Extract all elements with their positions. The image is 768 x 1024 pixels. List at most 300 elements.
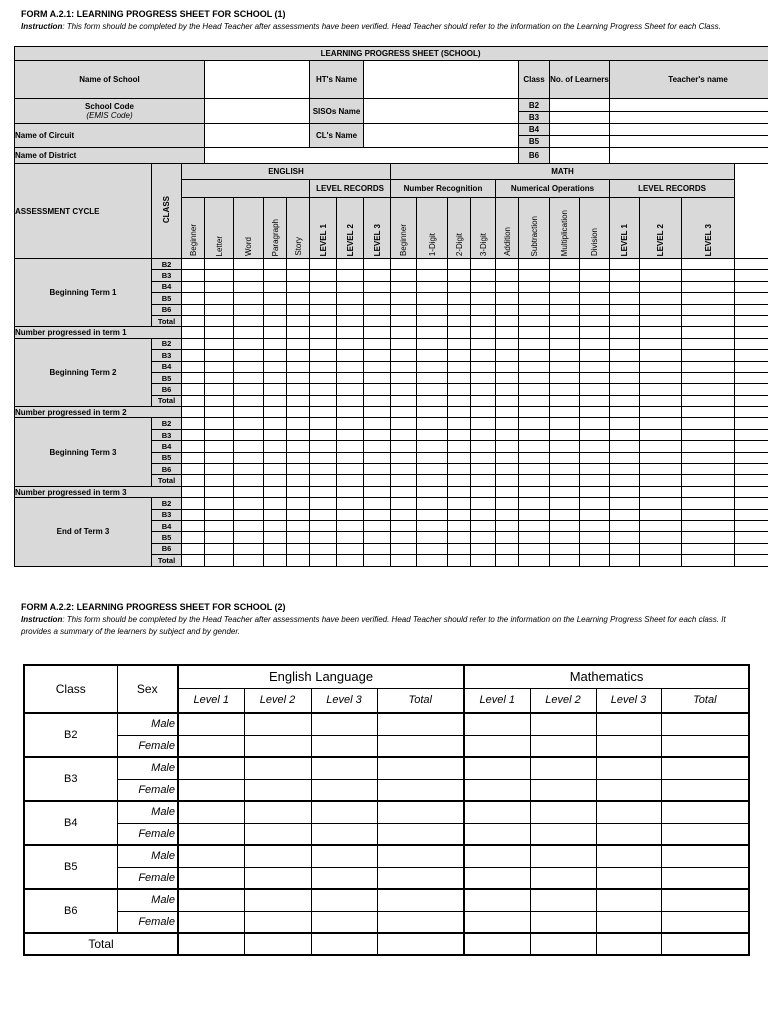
data-cell <box>519 338 550 349</box>
data-cell <box>550 509 580 520</box>
data-cell <box>264 281 287 292</box>
numerical-operations-header: Numerical Operations <box>496 180 610 198</box>
data-cell <box>182 293 205 304</box>
data-cell <box>182 270 205 281</box>
data-cell <box>496 293 519 304</box>
data-cell <box>337 429 364 440</box>
data-cell <box>661 911 749 933</box>
data-cell <box>310 475 337 486</box>
data-cell <box>178 823 244 845</box>
data-cell <box>735 520 768 531</box>
name-of-district-label: Name of District <box>15 148 205 164</box>
form2-instruction: Instruction: This form should be completed by the Head Teacher after assessments have been verified. Head Teacher should refer to the information on the Learning Progress Sheet for each class. It provides a summary of the learners by subject and by gender. <box>21 615 726 636</box>
data-cell <box>182 486 205 497</box>
data-cell <box>364 509 391 520</box>
data-cell <box>178 867 244 889</box>
data-cell <box>682 464 735 475</box>
data-cell <box>610 372 640 383</box>
data-cell <box>580 532 610 543</box>
school-code-label <box>15 99 205 124</box>
form1-instruction: Instruction: This form should be completed by the Head Teacher after assessments have been verified. Head Teacher should refer to the information on the Learning Progress Sheet for each Class. <box>21 22 721 31</box>
data-cell <box>610 429 640 440</box>
data-cell <box>264 475 287 486</box>
data-cell <box>391 338 417 349</box>
data-cell <box>580 270 610 281</box>
data-cell <box>640 464 682 475</box>
class-B2: B2 <box>24 713 117 757</box>
sheet-title: LEARNING PROGRESS SHEET (SCHOOL) <box>15 47 768 61</box>
data-cell <box>205 407 234 418</box>
data-cell <box>640 486 682 497</box>
data-cell <box>234 372 264 383</box>
data-cell <box>550 281 580 292</box>
data-cell <box>448 441 471 452</box>
data-cell <box>496 464 519 475</box>
data-cell <box>377 867 464 889</box>
data-cell <box>182 350 205 361</box>
data-cell <box>682 270 735 281</box>
data-cell <box>287 384 310 395</box>
data-cell <box>580 429 610 440</box>
data-cell <box>682 498 735 509</box>
data-cell <box>205 395 234 406</box>
data-cell <box>496 418 519 429</box>
data-cell <box>610 452 640 463</box>
female-label: Female <box>117 911 178 933</box>
data-cell <box>364 418 391 429</box>
english-level-col-0-text: LEVEL 1 <box>318 223 328 256</box>
data-cell <box>287 543 310 554</box>
english-level-col-2-text: LEVEL 3 <box>372 223 382 256</box>
data-cell <box>519 429 550 440</box>
data-cell <box>640 498 682 509</box>
data-cell <box>205 543 234 554</box>
data-cell <box>610 350 640 361</box>
class-B3: B3 <box>24 757 117 801</box>
data-cell <box>519 543 550 554</box>
data-cell <box>640 543 682 554</box>
data-cell <box>640 395 682 406</box>
data-cell <box>264 543 287 554</box>
data-cell <box>596 867 661 889</box>
data-cell <box>391 532 417 543</box>
data-cell <box>287 441 310 452</box>
data-cell <box>364 475 391 486</box>
data-cell <box>610 475 640 486</box>
data-cell <box>735 315 768 326</box>
data-cell <box>550 338 580 349</box>
data-cell <box>205 464 234 475</box>
data-cell <box>550 452 580 463</box>
data-cell <box>205 270 234 281</box>
data-cell <box>530 933 596 955</box>
data-cell <box>234 293 264 304</box>
data-cell <box>471 293 496 304</box>
data-cell <box>496 315 519 326</box>
data-cell <box>682 418 735 429</box>
cls-name-label: CL's Name <box>310 124 364 148</box>
data-cell <box>364 543 391 554</box>
data-cell <box>182 395 205 406</box>
data-cell <box>448 555 471 566</box>
data-cell <box>337 509 364 520</box>
data-cell <box>287 429 310 440</box>
data-cell <box>310 429 337 440</box>
data-cell <box>337 532 364 543</box>
data-cell <box>550 418 580 429</box>
data-cell <box>610 259 640 270</box>
data-cell <box>205 418 234 429</box>
data-cell <box>580 327 610 338</box>
math-recog-col-2-text: 2-Digit <box>454 232 464 256</box>
data-cell <box>596 779 661 801</box>
name-of-school-value <box>205 61 310 99</box>
data-cell <box>610 498 640 509</box>
data-cell <box>596 845 661 867</box>
data-cell <box>310 259 337 270</box>
data-cell <box>682 327 735 338</box>
data-cell <box>550 304 580 315</box>
data-cell <box>311 779 377 801</box>
term-row-class: B5 <box>152 532 182 543</box>
data-cell <box>364 486 391 497</box>
data-cell <box>182 441 205 452</box>
data-cell <box>287 293 310 304</box>
data-cell <box>682 486 735 497</box>
english-level-1-header: Level 2 <box>244 688 311 713</box>
no-of-learners-value <box>550 112 610 124</box>
term-row-class: Total <box>152 315 182 326</box>
math-header: MATH <box>391 164 735 180</box>
data-cell <box>519 464 550 475</box>
data-cell <box>550 270 580 281</box>
data-cell <box>391 270 417 281</box>
math-ops-col-3-text: Division <box>590 227 599 256</box>
data-cell <box>496 532 519 543</box>
data-cell <box>234 407 264 418</box>
data-cell <box>448 304 471 315</box>
data-cell <box>610 384 640 395</box>
data-cell <box>264 304 287 315</box>
data-cell <box>417 509 448 520</box>
data-cell <box>310 384 337 395</box>
data-cell <box>264 315 287 326</box>
data-cell <box>364 259 391 270</box>
data-cell <box>417 486 448 497</box>
english-level-records-header: LEVEL RECORDS <box>310 180 391 198</box>
data-cell <box>610 270 640 281</box>
data-cell <box>519 350 550 361</box>
data-cell <box>234 338 264 349</box>
data-cell <box>735 452 768 463</box>
class-label: Class <box>519 61 550 99</box>
cls-name-value <box>364 124 519 148</box>
data-cell <box>205 509 234 520</box>
math-ops-col-3 <box>580 198 610 259</box>
data-cell <box>448 372 471 383</box>
data-cell <box>519 452 550 463</box>
english-col-1 <box>205 198 234 259</box>
data-cell <box>530 713 596 735</box>
math-recog-col-2 <box>448 198 471 259</box>
term-label-1: Beginning Term 1 <box>15 259 152 327</box>
data-cell <box>264 418 287 429</box>
data-cell <box>471 555 496 566</box>
data-cell <box>337 304 364 315</box>
data-cell <box>735 543 768 554</box>
emis-code-text: (EMIS Code) <box>86 111 133 120</box>
data-cell <box>391 327 417 338</box>
data-cell <box>234 498 264 509</box>
data-cell <box>244 735 311 757</box>
term-row-class: B3 <box>152 509 182 520</box>
no-of-learners-value <box>550 136 610 148</box>
data-cell <box>364 361 391 372</box>
term-row-class: B5 <box>152 452 182 463</box>
data-cell <box>287 350 310 361</box>
data-cell <box>471 395 496 406</box>
data-cell <box>550 407 580 418</box>
data-cell <box>417 304 448 315</box>
data-cell <box>377 933 464 955</box>
data-cell <box>377 757 464 779</box>
english-col-0-text: Beginner <box>188 223 198 256</box>
data-cell <box>178 889 244 911</box>
data-cell <box>182 407 205 418</box>
data-cell <box>448 509 471 520</box>
term-row-class: Total <box>152 475 182 486</box>
data-cell <box>264 384 287 395</box>
data-cell <box>735 475 768 486</box>
data-cell <box>661 757 749 779</box>
data-cell <box>391 452 417 463</box>
data-cell <box>417 441 448 452</box>
term-row-class: B4 <box>152 520 182 531</box>
school-code-text: School Code <box>85 102 134 111</box>
data-cell <box>471 327 496 338</box>
data-cell <box>417 555 448 566</box>
data-cell <box>519 532 550 543</box>
data-cell <box>464 757 530 779</box>
data-cell <box>310 498 337 509</box>
data-cell <box>471 486 496 497</box>
number-recognition-header: Number Recognition <box>391 180 496 198</box>
learning-summary-table <box>23 664 750 956</box>
math-level-2-header: Level 3 <box>596 688 661 713</box>
data-cell <box>178 713 244 735</box>
data-cell <box>264 464 287 475</box>
data-cell <box>287 509 310 520</box>
data-cell <box>580 486 610 497</box>
data-cell <box>182 452 205 463</box>
male-label: Male <box>117 801 178 823</box>
english-level-3-header: Total <box>377 688 464 713</box>
data-cell <box>640 555 682 566</box>
data-cell <box>640 407 682 418</box>
data-cell <box>448 315 471 326</box>
data-cell <box>661 845 749 867</box>
data-cell <box>337 259 364 270</box>
data-cell <box>464 823 530 845</box>
data-cell <box>519 315 550 326</box>
data-cell <box>496 259 519 270</box>
data-cell <box>580 361 610 372</box>
data-cell <box>496 429 519 440</box>
data-cell <box>234 520 264 531</box>
teachers-name-value <box>610 112 768 124</box>
data-cell <box>471 418 496 429</box>
data-cell <box>234 315 264 326</box>
data-cell <box>234 486 264 497</box>
math-recog-col-3 <box>471 198 496 259</box>
data-cell <box>391 464 417 475</box>
data-cell <box>464 933 530 955</box>
data-cell <box>182 532 205 543</box>
data-cell <box>364 293 391 304</box>
term-row-class: B3 <box>152 270 182 281</box>
data-cell <box>448 464 471 475</box>
data-cell <box>580 475 610 486</box>
data-cell <box>337 555 364 566</box>
data-cell <box>682 407 735 418</box>
data-cell <box>264 338 287 349</box>
data-cell <box>391 475 417 486</box>
data-cell <box>178 911 244 933</box>
data-cell <box>337 350 364 361</box>
data-cell <box>682 281 735 292</box>
data-cell <box>464 713 530 735</box>
data-cell <box>471 475 496 486</box>
data-cell <box>377 735 464 757</box>
data-cell <box>310 486 337 497</box>
data-cell <box>310 293 337 304</box>
data-cell <box>550 441 580 452</box>
data-cell <box>550 464 580 475</box>
term-row-class: B2 <box>152 418 182 429</box>
data-cell <box>448 520 471 531</box>
data-cell <box>530 735 596 757</box>
data-cell <box>580 509 610 520</box>
data-cell <box>377 713 464 735</box>
term-row-class: B2 <box>152 338 182 349</box>
data-cell <box>496 281 519 292</box>
data-cell <box>464 889 530 911</box>
data-cell <box>264 555 287 566</box>
data-cell <box>496 486 519 497</box>
data-cell <box>417 327 448 338</box>
data-cell <box>182 464 205 475</box>
data-cell <box>417 350 448 361</box>
data-cell <box>610 555 640 566</box>
data-cell <box>610 338 640 349</box>
data-cell <box>391 509 417 520</box>
data-cell <box>417 475 448 486</box>
male-label: Male <box>117 845 178 867</box>
data-cell <box>550 520 580 531</box>
form1-title: FORM A.2.1: LEARNING PROGRESS SHEET FOR SCHOOL (1) <box>21 9 286 19</box>
data-cell <box>364 270 391 281</box>
male-label: Male <box>117 889 178 911</box>
data-cell <box>310 281 337 292</box>
data-cell <box>234 327 264 338</box>
hts-name-label: HT's Name <box>310 61 364 99</box>
name-of-district-value <box>205 148 519 164</box>
data-cell <box>337 361 364 372</box>
data-cell <box>287 498 310 509</box>
data-cell <box>391 520 417 531</box>
data-cell <box>682 532 735 543</box>
math-recog-col-0-text: Beginner <box>399 223 408 256</box>
data-cell <box>377 779 464 801</box>
term-row-class: B6 <box>152 384 182 395</box>
data-cell <box>519 270 550 281</box>
data-cell <box>287 372 310 383</box>
data-cell <box>264 293 287 304</box>
data-cell <box>610 418 640 429</box>
data-cell <box>640 475 682 486</box>
data-cell <box>337 293 364 304</box>
term-label-2: Beginning Term 2 <box>15 338 152 406</box>
data-cell <box>311 889 377 911</box>
english-level-col-1 <box>337 198 364 259</box>
math-ops-col-0 <box>496 198 519 259</box>
english-header: ENGLISH <box>182 164 391 180</box>
data-cell <box>287 327 310 338</box>
data-cell <box>310 407 337 418</box>
data-cell <box>682 350 735 361</box>
data-cell <box>337 543 364 554</box>
data-cell <box>244 889 311 911</box>
data-cell <box>234 350 264 361</box>
data-cell <box>682 372 735 383</box>
data-cell <box>580 464 610 475</box>
data-cell <box>205 441 234 452</box>
data-cell <box>287 361 310 372</box>
data-cell <box>205 532 234 543</box>
data-cell <box>640 372 682 383</box>
data-cell <box>244 845 311 867</box>
term-row-class: B5 <box>152 372 182 383</box>
data-cell <box>205 429 234 440</box>
math-ops-col-1 <box>519 198 550 259</box>
term-label-4: End of Term 3 <box>15 498 152 566</box>
math-recog-col-3-text: 3-Digit <box>478 232 488 256</box>
data-cell <box>364 464 391 475</box>
form2-title: FORM A.2.2: LEARNING PROGRESS SHEET FOR SCHOOL (2) <box>21 602 286 612</box>
data-cell <box>244 867 311 889</box>
data-cell <box>391 304 417 315</box>
math-ops-col-1-text: Subtraction <box>529 215 539 256</box>
data-cell <box>550 532 580 543</box>
data-cell <box>311 845 377 867</box>
data-cell <box>178 933 244 955</box>
math-level-col-0-text: LEVEL 1 <box>620 223 629 256</box>
math-level-col-1-text: LEVEL 2 <box>656 223 665 256</box>
data-cell <box>550 384 580 395</box>
data-cell <box>640 304 682 315</box>
data-cell <box>182 543 205 554</box>
math-ops-col-0-text: Addition <box>502 227 512 256</box>
data-cell <box>640 418 682 429</box>
data-cell <box>682 338 735 349</box>
data-cell <box>391 281 417 292</box>
data-cell <box>464 779 530 801</box>
math-recog-col-1 <box>417 198 448 259</box>
data-cell <box>244 933 311 955</box>
data-cell <box>464 845 530 867</box>
data-cell <box>550 429 580 440</box>
data-cell <box>596 801 661 823</box>
